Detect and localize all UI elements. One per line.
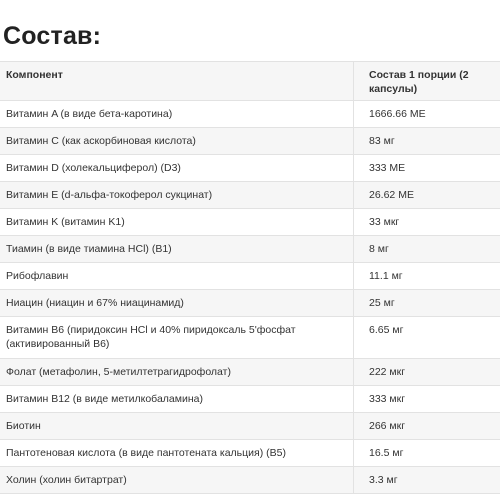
row-amount: 25 мг (369, 297, 395, 309)
row-component: Витамин A (в виде бета-каротина) (0, 101, 354, 127)
row-amount: 3.3 мг (369, 474, 398, 486)
row-amount: 11.1 мг (369, 270, 403, 282)
table-row (0, 263, 500, 290)
row-amount: 26.62 МЕ (369, 189, 414, 201)
row-amount: 1666.66 МЕ (369, 108, 426, 120)
table-row (0, 128, 500, 155)
table-row (0, 317, 500, 359)
row-component: Фолат (метафолин, 5-метилтетрагидрофолат) (0, 359, 354, 385)
table-row (0, 209, 500, 236)
row-amount: 8 мг (369, 243, 389, 255)
row-component: Витамин K (витамин K1) (0, 209, 354, 235)
table-header-row (0, 62, 500, 101)
row-component: Ниацин (ниацин и 67% ниацинамид) (0, 290, 354, 316)
row-component: Витамин D (холекальциферол) (D3) (0, 155, 354, 181)
table-row (0, 101, 500, 128)
row-component: Витамин E (d-альфа-токоферол сукцинат) (0, 182, 354, 208)
table-row (0, 155, 500, 182)
composition-table (0, 61, 500, 494)
row-component: Витамин B6 (пиридоксин HCl и 40% пиридоксаль 5'фосфат (активированный B6) (0, 317, 354, 358)
table-row (0, 386, 500, 413)
header-component: Компонент (0, 62, 354, 100)
row-amount: 333 МЕ (369, 162, 406, 174)
table-row (0, 359, 500, 386)
row-amount: 333 мкг (369, 393, 406, 405)
page-title: Состав: (3, 22, 102, 50)
row-amount: 266 мкг (369, 420, 406, 432)
table-row (0, 440, 500, 467)
row-amount: 83 мг (369, 135, 395, 147)
table-row (0, 413, 500, 440)
row-component: Пантотеновая кислота (в виде пантотената кальция) (B5) (0, 440, 354, 466)
row-component: Витамин B12 (в виде метилкобаламина) (0, 386, 354, 412)
row-amount: 16.5 мг (369, 447, 404, 459)
header-amount: Состав 1 порции (2 капсулы) (369, 69, 469, 95)
row-amount: 33 мкг (369, 216, 400, 228)
row-component: Витамин C (как аскорбиновая кислота) (0, 128, 354, 154)
row-amount: 222 мкг (369, 366, 406, 378)
row-component: Тиамин (в виде тиамина HCl) (B1) (0, 236, 354, 262)
row-component: Холин (холин битартрат) (0, 467, 354, 493)
table-row (0, 236, 500, 263)
table-row (0, 290, 500, 317)
row-amount: 6.65 мг (369, 324, 404, 336)
row-component: Биотин (0, 413, 354, 439)
row-component: Рибофлавин (0, 263, 354, 289)
table-row (0, 182, 500, 209)
table-row (0, 467, 500, 494)
